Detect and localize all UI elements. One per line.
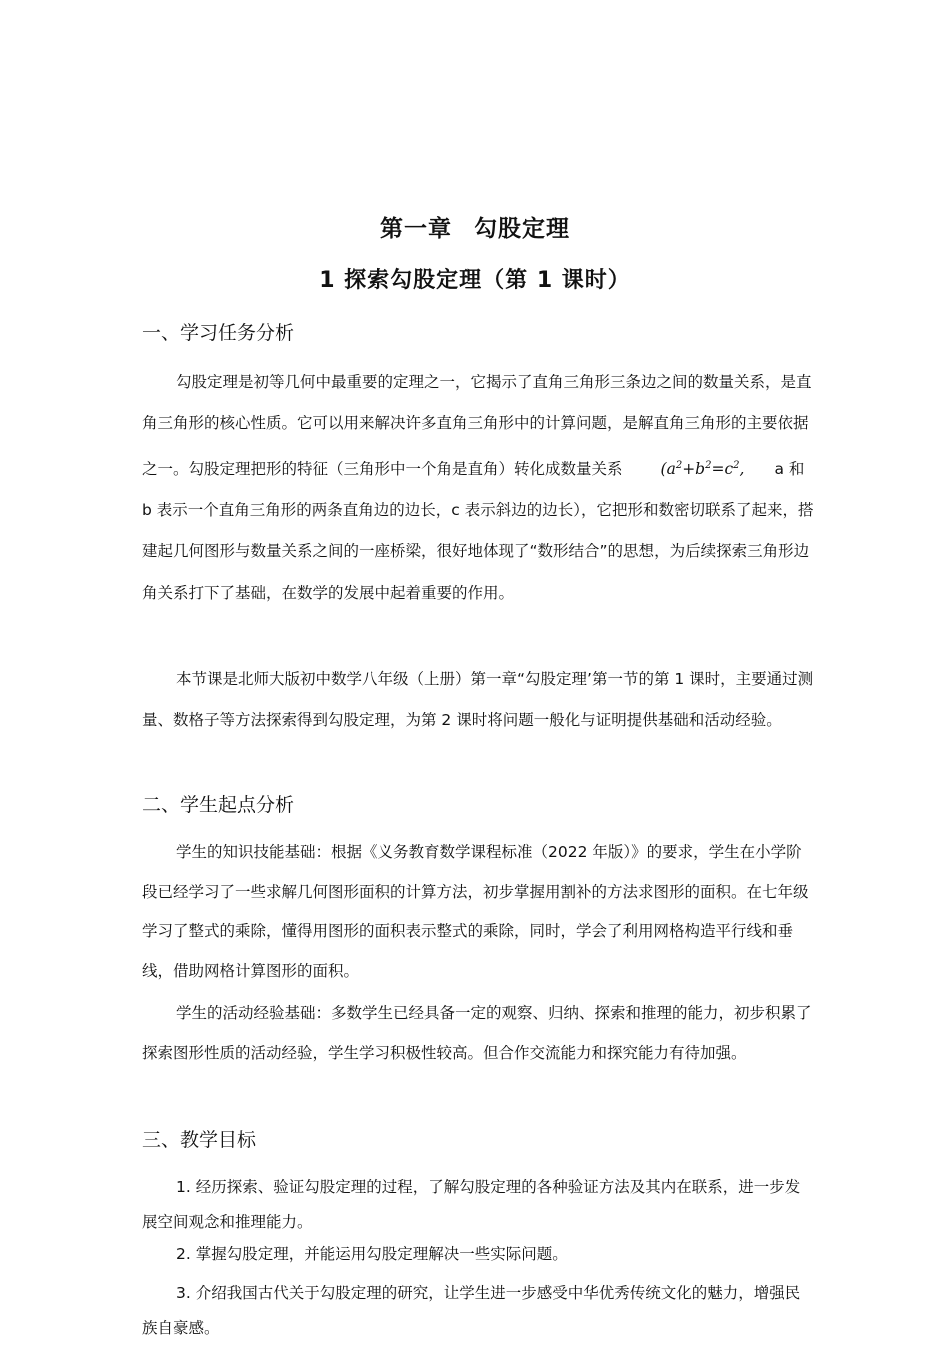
teaching-goal-2: 2. 掌握勾股定理，并能运用勾股定理解决一些实际问题。 <box>176 1245 568 1263</box>
exponent: 2 <box>733 459 740 471</box>
teaching-goal-3: 3. 介绍我国古代关于勾股定理的研究，让学生进一步感受中华优秀传统文化的魅力，增强民族自豪感。 <box>142 1284 801 1337</box>
task-analysis-paragraph-2: 本节课是北师大版初中数学八年级（上册）第一章“勾股定理’第一节的第 1 课时，主要通过测量、数格子等方法探索得到勾股定理，为第 2 课时将问题一般化与证明提供基础和活动经验。 <box>142 670 814 730</box>
paragraph-text: 勾股定理是初等几何中最重要的定理之一，它揭示了直角三角形三条边之间的数量关系，是直角三角形的核心性质。它可以用来解决许多直角三角形中的计算问题，是解直角三角形的主要依据之一。勾股定理把形的特征（三角形中一个角是直角）转化成数量关系 <box>142 373 812 478</box>
section-heading-teaching-goals: 三、教学目标 <box>142 1129 257 1151</box>
formula-term-b: +b <box>682 459 706 478</box>
lesson-title: 1 探索勾股定理（第 1 课时） <box>319 268 631 293</box>
section-heading-student-analysis: 二、学生起点分析 <box>142 794 295 816</box>
pythagorean-formula <box>661 460 745 478</box>
chapter-name: 勾股定理 <box>474 216 570 242</box>
teaching-goal-1: 1. 经历探索、验证勾股定理的过程，了解勾股定理的各种验证方法及其内在联系，进一步发展空间观念和推理能力。 <box>142 1178 801 1231</box>
formula-comma: , <box>739 459 745 478</box>
student-analysis-paragraph-2: 学生的活动经验基础：多数学生已经具备一定的观察、归纳、探索和推理的能力，初步积累了探索图形性质的活动经验，学生学习积极性较高。但合作交流能力和探究能力有待加强。 <box>142 1004 812 1062</box>
section-heading-task-analysis: 一、学习任务分析 <box>142 322 295 344</box>
chapter-title <box>0 210 950 243</box>
exponent: 2 <box>705 459 712 471</box>
paragraph-text-continued: a 和 b 表示一个直角三角形的两条直角边的边长，c 表示斜边的边长），它把形和数密切联系了起来，搭建起几何图形与数量关系之间的一座桥梁，很好地体现了“数形结合”的思想，为后续探索三角形边角关系打下了基础，在数学的发展中起着重要的作用。 <box>142 459 814 602</box>
exponent: 2 <box>675 459 683 471</box>
formula-term-c: =c <box>711 459 734 478</box>
chapter-number: 第一章 <box>380 216 452 242</box>
formula-term-a: (a <box>660 459 676 478</box>
student-analysis-paragraph-1: 学生的知识技能基础：根据《义务教育数学课程标准（2022 年版）》的要求，学生在小学阶段已经学习了一些求解几何图形面积的计算方法，初步掌握用割补的方法求图形的面积。在七年级学习了整式的乘除，懂得用图形的面积表示整式的乘除，同时，学会了利用网格构造平行线和垂线，借助网格计算图形的面积。 <box>142 843 809 981</box>
task-analysis-paragraph-1 <box>142 362 814 614</box>
